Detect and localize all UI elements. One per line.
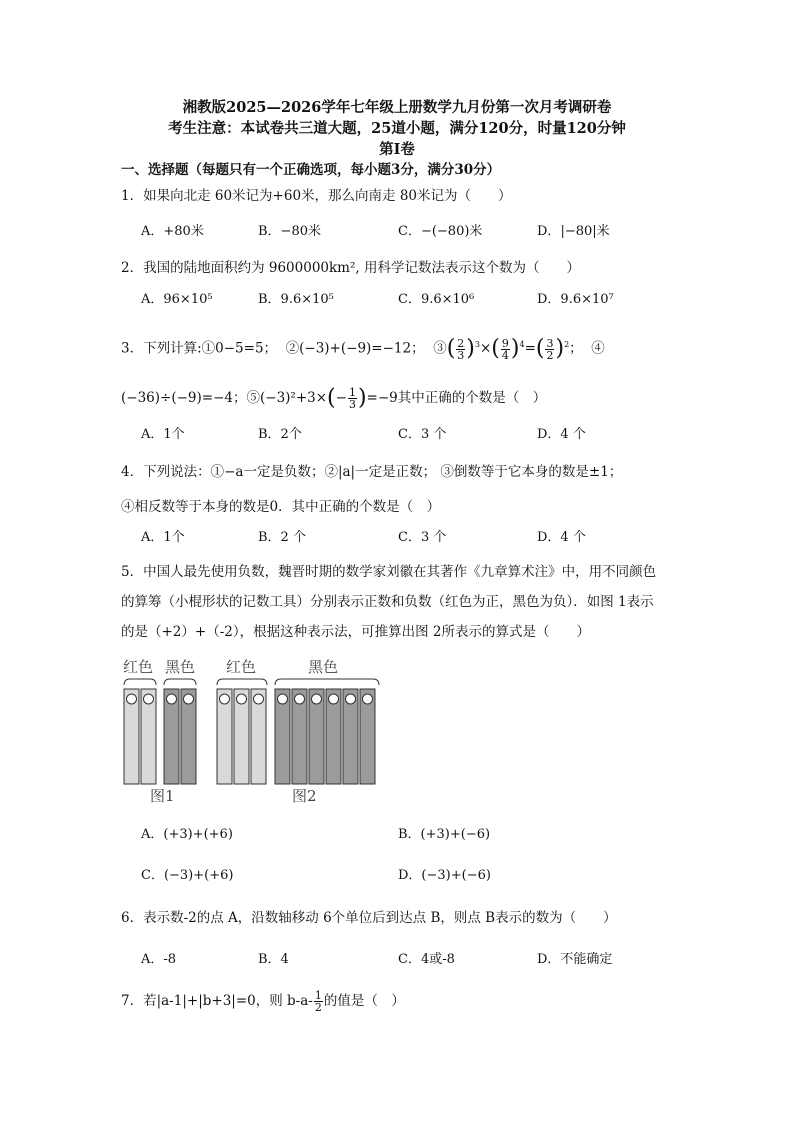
q5-option-d: D．(−3)+(−6) [398, 868, 491, 883]
fig2-black-rod-1-hole [278, 694, 288, 704]
q6-option-c: C．4或-8 [398, 952, 455, 967]
fig2-label-red: 红色 [226, 658, 257, 676]
fig2-black-rod-4-hole [329, 694, 339, 704]
q4-option-d: D．4 个 [537, 530, 586, 545]
fig2-black-rod-2-hole [295, 694, 305, 704]
q1-option-b: B．−80米 [258, 224, 321, 239]
q1-option-a: A．+80米 [141, 224, 204, 239]
fig2-black-rod-5-hole [346, 694, 356, 704]
q1-stem: 1．如果向北走 60米记为+60米，那么向南走 80米记为（ ） [121, 188, 512, 204]
fig2-red-rod-1-hole [220, 694, 230, 704]
section-heading: 一、选择题（每题只有一个正确选项，每小题3分，满分30分） [121, 162, 501, 178]
q6-option-a: A．-8 [141, 952, 177, 967]
fig2-red-bracket [217, 679, 267, 685]
fig2-black-bracket [275, 679, 379, 685]
q3-option-c: C．3 个 [398, 427, 447, 442]
q5-option-c: C．(−3)+(+6) [141, 868, 234, 883]
fig1-black-rod-2-hole [184, 694, 194, 704]
q5-line2: 的算筹（小棍形状的记数工具）分别表示正数和负数（红色为正，黑色为负）．如图 1表示 [121, 594, 654, 610]
q1-option-c: C．−(−80)米 [398, 224, 483, 239]
fig2-red-rod-2-hole [237, 694, 247, 704]
q6-option-b: B．4 [258, 952, 289, 967]
fig1-red-rod-2-hole [144, 694, 154, 704]
fig2-label-black: 黑色 [308, 658, 339, 676]
q5-line1: 5．中国人最先使用负数，魏晋时期的数学家刘徽在其著作《九章算术注》中，用不同颜色 [121, 564, 657, 580]
q3-option-d: D．4 个 [537, 427, 586, 442]
q3-option-b: B．2个 [258, 427, 302, 442]
q7-stem: 7．若|a-1|+|b+3|=0，则 b-a- $\frac{1}{2}$ 的值是（ ） [121, 989, 405, 1014]
q2-option-d: D．9.6×10⁷ [537, 292, 614, 307]
fig1-black-bracket [164, 679, 196, 685]
exam-title: 湘教版2025—2026学年七年级上册数学九月份第一次月考调研卷 [182, 99, 612, 116]
fig1-black-rod-1-hole [167, 694, 177, 704]
rods-group [124, 689, 375, 784]
q4-line2: ④相反数等于本身的数是0．其中正确的个数是（ ） [121, 499, 441, 515]
q5-line3: 的是（+2）+（-2），根据这种表示法，可推算出图 2所表示的算式是（ ） [121, 624, 590, 640]
q4-option-c: C．3 个 [398, 530, 447, 545]
q4-option-a: A．1个 [141, 530, 185, 545]
fig1-label-red: 红色 [123, 658, 154, 676]
q4-line1: 4．下列说法：①−a一定是负数；②|a|一定是正数； ③倒数等于它本身的数是±1； [121, 464, 623, 480]
q4-option-b: B．2 个 [258, 530, 306, 545]
q2-stem: 2．我国的陆地面积约为 9600000km², 用科学记数法表示这个数为（ ） [121, 260, 580, 276]
fig2-red-rod-3-hole [254, 694, 264, 704]
q3-option-a: A．1个 [141, 427, 185, 442]
q6-option-d: D．不能确定 [537, 952, 613, 967]
fig1-caption: 图1 [150, 787, 175, 805]
exam-notice: 考生注意：本试卷共三道大题，25道小题，满分120分，时量120分钟 [168, 120, 626, 137]
q2-option-b: B．9.6×10⁵ [258, 292, 334, 307]
q5-option-b: B．(+3)+(−6) [398, 827, 491, 842]
q1-option-d: D．|−80|米 [537, 224, 610, 239]
fig2-black-rod-6-hole [363, 694, 373, 704]
q6-stem: 6．表示数-2的点 A，沿数轴移动 6个单位后到达点 B，则点 B表示的数为（ ） [121, 910, 617, 926]
fig2-black-rod-3-hole [312, 694, 322, 704]
fig1-red-rod-1-hole [127, 694, 137, 704]
volume-label: 第Ⅰ卷 [379, 141, 415, 158]
q5-option-a: A．(+3)+(+6) [141, 827, 233, 842]
counting-rods-figure [118, 655, 388, 805]
q3-line2: (−36)÷(−9)=−4；⑤(−3)²+3×(− $\frac{1}{3}$ )=−9其中正确的个数是（ ） [121, 385, 547, 411]
fig1-label-black: 黑色 [165, 658, 196, 676]
q2-option-c: C．9.6×10⁶ [398, 292, 475, 307]
fig1-red-bracket [124, 679, 156, 685]
q2-option-a: A．96×10⁵ [141, 292, 213, 307]
fig2-caption: 图2 [292, 787, 317, 805]
q3-line1: 3．下列计算:①0−5=5； ②(−3)+(−9)=−12； ③( $\frac{2}{3}$ )$^3$×( $\frac{9}{4}$ )$^4$=( $\frac{3}{2}$ )$^2$； ④ [121, 336, 605, 362]
